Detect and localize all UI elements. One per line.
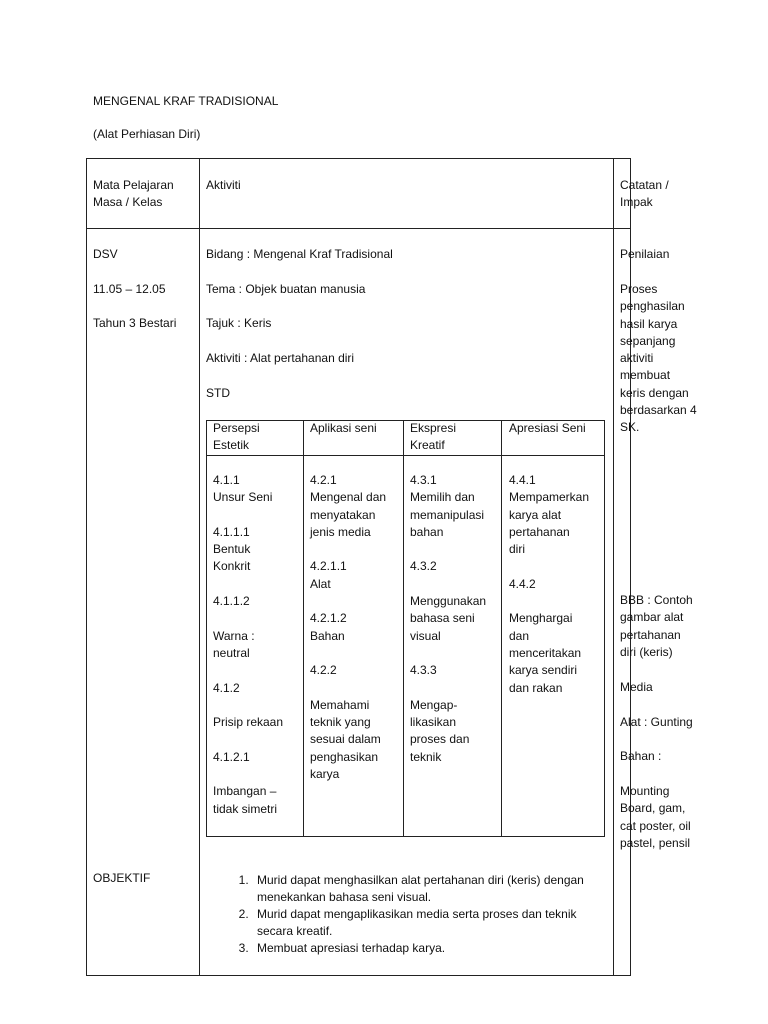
tajuk: Tajuk : Keris xyxy=(206,316,272,330)
std-header-persepsi: Persepsi Estetik xyxy=(213,421,260,453)
time: 11.05 – 12.05 xyxy=(93,282,166,296)
media-label: Media xyxy=(620,680,653,694)
std-header-ekspresi: Ekspresi Kreatif xyxy=(410,421,457,453)
aktiviti: Aktiviti : Alat pertahanan diri xyxy=(206,351,355,365)
bahan-list: Mounting Board, gam, cat poster, oil pastel, pensil xyxy=(620,784,691,850)
header-notes: Catatan / Impak xyxy=(620,178,669,210)
objektif-label: OBJEKTIF xyxy=(93,871,151,885)
std-header-aplikasi: Aplikasi seni xyxy=(310,421,377,435)
objectives-list xyxy=(206,872,606,957)
objective-item: 3. Membuat apresiasi terhadap karya. xyxy=(252,940,606,957)
objective-item: 2. Murid dapat mengaplikasikan media serta proses dan teknik secara kreatif. xyxy=(252,906,606,940)
std-header-apresiasi: Apresiasi Seni xyxy=(509,421,586,435)
class: Tahun 3 Bestari xyxy=(93,316,177,330)
std-label: STD xyxy=(206,386,230,400)
bidang: Bidang : Mengenal Kraf Tradisional xyxy=(206,247,393,261)
subject: DSV xyxy=(93,247,118,261)
alat-note: Alat : Gunting xyxy=(620,715,693,729)
page-subtitle: (Alat Perhiasan Diri) xyxy=(93,127,201,141)
proses-note: Proses penghasilan hasil karya sepanjang aktiviti membuat keris dengan berdasarkan 4 SK. xyxy=(620,282,697,435)
page-title: MENGENAL KRAF TRADISIONAL xyxy=(93,94,279,108)
bbb-note: BBB : Contoh gambar alat pertahanan diri (keris) xyxy=(620,593,693,659)
std-cell-persepsi: 4.1.1 Unsur Seni 4.1.1.1 Bentuk Konkrit 4.1.1.2 Warna : neutral 4.1.2 Prisip rekaan 4.1.2.1 Imbangan – tidak simetri xyxy=(213,473,284,816)
header-subject-time-class: Mata Pelajaran Masa / Kelas xyxy=(93,178,174,210)
std-cell-ekspresi: 4.3.1 Memilih dan memanipulasi bahan 4.3.2 Menggunakan bahasa seni visual 4.3.3 Mengap- likasikan proses dan teknik xyxy=(410,473,487,764)
objective-item: 1. Murid dapat menghasilkan alat pertahanan diri (keris) dengan menekankan bahasa seni visual. xyxy=(252,872,606,906)
std-cell-aplikasi: 4.2.1 Mengenal dan menyatakan jenis media 4.2.1.1 Alat 4.2.1.2 Bahan 4.2.2 Memahami teknik yang sesuai dalam penghasikan karya xyxy=(310,473,387,782)
bahan-label: Bahan : xyxy=(620,749,662,763)
penilaian: Penilaian xyxy=(620,247,670,261)
std-cell-apresiasi: 4.4.1 Mempamerkan karya alat pertahanan diri 4.4.2 Menghargai dan menceritakan karya sendiri dan rakan xyxy=(509,473,590,695)
tema: Tema : Objek buatan manusia xyxy=(206,282,366,296)
header-activity: Aktiviti xyxy=(206,178,241,192)
